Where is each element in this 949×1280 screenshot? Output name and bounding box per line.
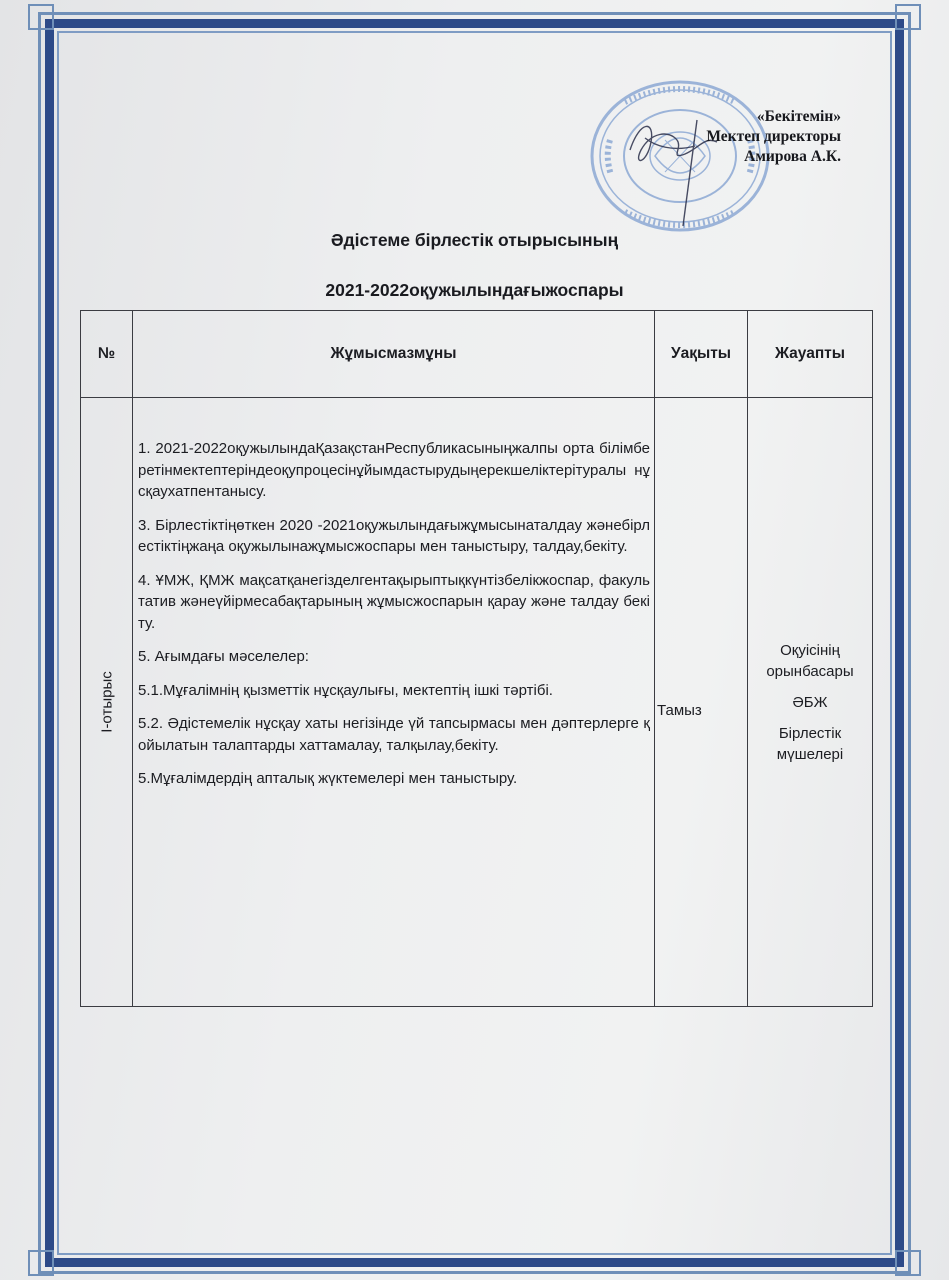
agenda-item: 5.2. Әдістемелік нұсқау хаты негізінде үй тапсырмасы мен дәптерлерге қойылатын талаптарды хаттамалау, талқылау,бекіту. — [138, 715, 650, 754]
approval-heading: «Бекітемін» — [756, 108, 841, 125]
header-content: Жұмысмазмұны — [133, 311, 655, 398]
responsible-item: Бірлестік мүшелері — [776, 724, 844, 763]
agenda-item: 5. Ағымдағы мәселелер: — [138, 648, 309, 665]
responsible-cell — [748, 398, 873, 1007]
border-corner-ornament — [28, 4, 54, 30]
table-header-row — [81, 311, 873, 398]
agenda-item: 3. Бірлестіктіңөткен 2020 -2021оқужылындағыжұмысынаталдау жәнебірлестіктіңжаңа оқужылынажұмысжоспары мен таныстыру, талдау,бекіту. — [138, 516, 650, 555]
plan-table — [80, 310, 873, 1007]
agenda-item: 5.1.Мұғалімнің қызметтік нұсқаулығы, мектептің ішкі тәртібі. — [138, 681, 553, 699]
header-number: № — [81, 311, 133, 398]
document-title: Әдістеме бірлестік отырысының — [330, 230, 619, 250]
signature — [630, 120, 717, 226]
content-cell — [133, 398, 655, 1007]
agenda-item: 5.Мұғалімдердің апталық жүктемелері мен таныстыру. — [138, 770, 518, 787]
approval-position: Мектеп директоры — [706, 128, 841, 145]
agenda-item: 1. 2021-2022оқужылындаҚазақстанРеспубликасыныңжалпы орта білімберетінмектептеріндеоқупроцесінұйымдастырудыңерекшеліктерітуралы нұсқаухатпентанысу. — [138, 440, 650, 500]
document-subtitle: 2021-2022оқужылындағыжоспары — [325, 280, 624, 300]
agenda-item: 4. ҰМЖ, ҚМЖ мақсатқанегізделгентақырыптықкүнтізбелікжоспар, факультатив жәнеүйірмесабақтарының жұмысжоспарын қарау және талдау бекіту. — [138, 571, 650, 632]
header-responsible: Жауапты — [748, 311, 873, 398]
responsible-item: Оқуісінің орынбасары — [766, 641, 854, 680]
header-time: Уақыты — [655, 311, 748, 398]
responsible-item: ӘБЖ — [792, 693, 828, 711]
approval-name: Амирова А.К. — [744, 148, 841, 165]
border-corner-ornament — [895, 1250, 921, 1276]
session-label: I-отырыс — [98, 671, 115, 733]
session-cell — [81, 398, 133, 1007]
border-corner-ornament — [28, 1250, 54, 1276]
approval-block — [706, 107, 841, 167]
border-corner-ornament — [895, 4, 921, 30]
time-cell: Тамыз — [655, 398, 748, 1007]
table-row — [81, 398, 873, 1007]
